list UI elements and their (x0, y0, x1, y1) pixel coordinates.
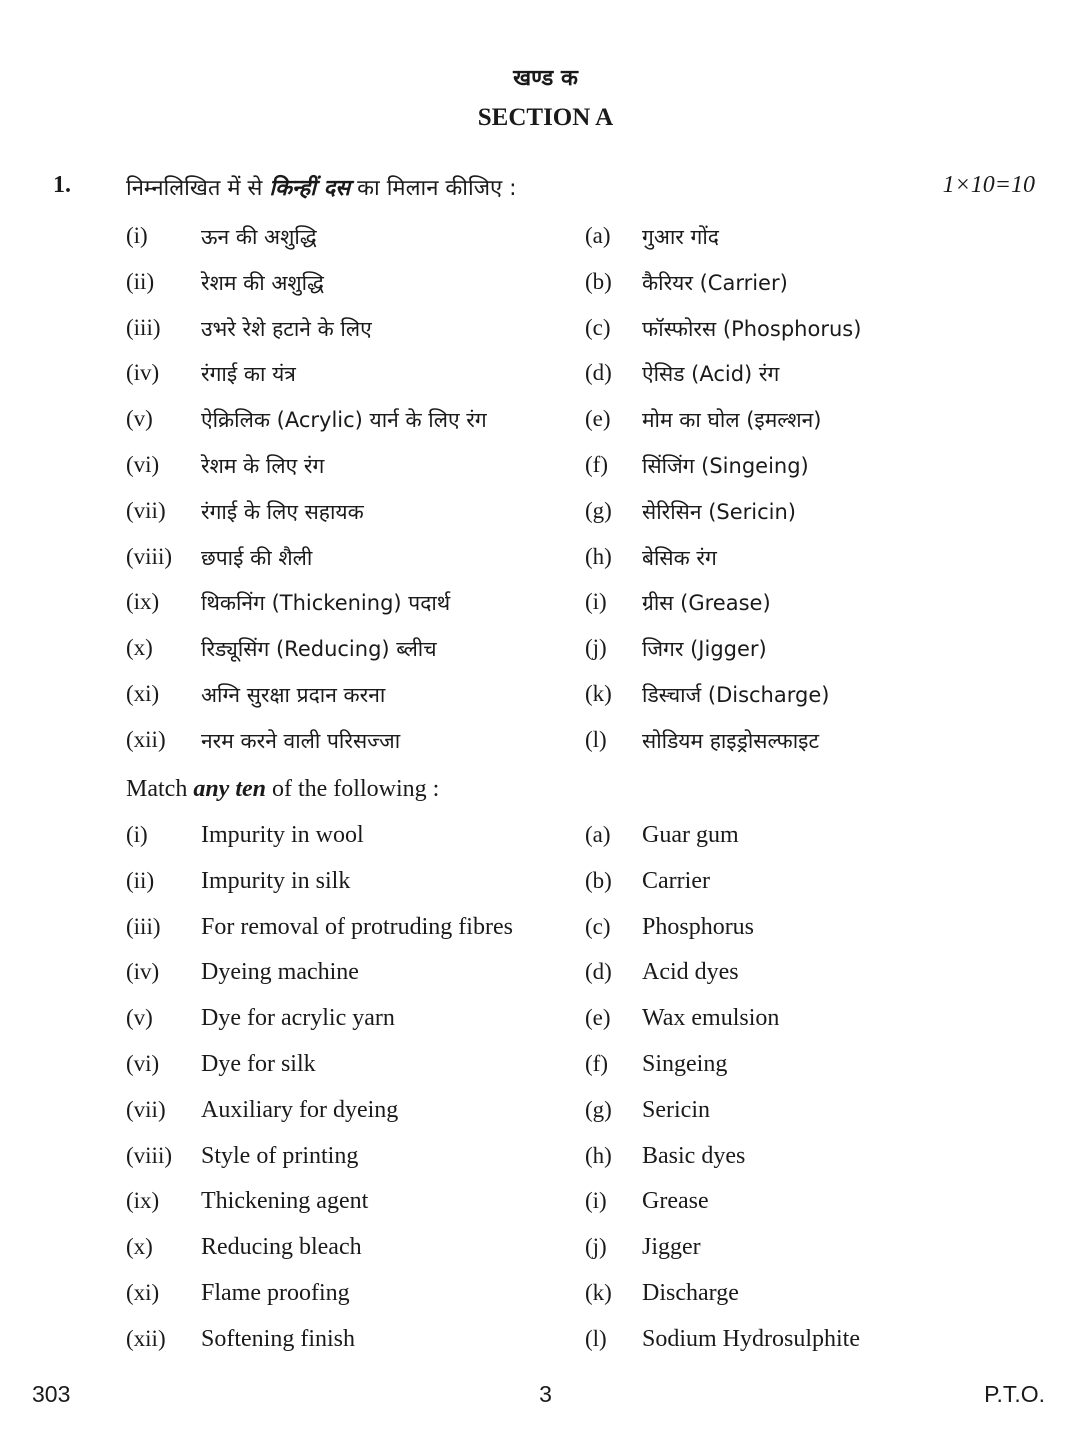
match-row (0, 822, 1091, 862)
option-text: Phosphorus (642, 913, 755, 940)
option-letter: (b) (585, 867, 612, 893)
item-text: छपाई की शैली (201, 545, 313, 570)
option-letter: (h) (585, 1142, 612, 1168)
item-text: ऐक्रिलिक (Acrylic) यार्न के लिए रंग (201, 408, 487, 433)
item-text: रिड्यूसिंग (Reducing) ब्लीच (201, 637, 437, 662)
option-letter: (d) (585, 959, 612, 985)
option-text: सेरिसिन (Sericin) (642, 499, 796, 524)
option-text: बेसिक रंग (642, 545, 717, 570)
item-number: (ii) (126, 867, 155, 893)
option-text: फॉस्फोरस (Phosphorus) (642, 316, 862, 341)
item-number: (vi) (126, 1051, 160, 1076)
item-number: (v) (126, 406, 153, 432)
instruction-hindi-emphasis: किन्हीं दस (269, 176, 351, 201)
item-text: रंगाई के लिए सहायक (201, 499, 364, 524)
item-text: Auxiliary for dyeing (201, 1096, 399, 1123)
option-text: ऐसिड (Acid) रंग (642, 362, 780, 387)
match-row (0, 223, 1091, 263)
question-number: 1. (53, 172, 71, 198)
item-number: (vi) (126, 452, 160, 477)
match-row (0, 315, 1091, 355)
item-number: (xii) (126, 726, 166, 752)
match-row (0, 1143, 1091, 1183)
item-text: रंगाई का यंत्र (201, 362, 296, 387)
item-number: (ii) (126, 268, 155, 294)
match-row (0, 868, 1091, 908)
option-letter: (g) (585, 497, 612, 523)
item-number: (iii) (126, 314, 161, 340)
match-row (0, 589, 1091, 629)
match-row (0, 1326, 1091, 1366)
option-letter: (k) (585, 1280, 612, 1305)
item-number: (vii) (126, 497, 166, 523)
item-number: (viii) (126, 543, 172, 569)
instruction-english-after: of the following : (265, 776, 440, 802)
item-text: Dyeing machine (201, 959, 359, 986)
option-letter: (c) (585, 314, 611, 340)
instruction-hindi-after: का मिलान कीजिए : (350, 176, 517, 201)
instruction-english-before: Match (126, 776, 194, 802)
item-number: (i) (126, 822, 148, 847)
item-number: (iv) (126, 360, 160, 386)
item-number: (x) (126, 635, 153, 661)
item-text: उभरे रेशे हटाने के लिए (201, 316, 372, 341)
item-text: Flame proofing (201, 1280, 350, 1306)
match-row (0, 681, 1091, 721)
option-text: Acid dyes (642, 959, 739, 986)
option-letter: (i) (585, 1188, 607, 1214)
option-text: Grease (642, 1188, 709, 1215)
section-title-hindi: खण्ड क (513, 66, 578, 91)
section-title-english: SECTION A (477, 104, 614, 131)
item-number: (xii) (126, 1325, 166, 1351)
item-text: Reducing bleach (201, 1234, 362, 1261)
option-text: Basic dyes (642, 1142, 746, 1169)
option-text: Wax emulsion (642, 1005, 780, 1032)
option-text: डिस्चार्ज (Discharge) (642, 683, 830, 707)
item-number: (viii) (126, 1142, 172, 1168)
option-letter: (e) (585, 406, 611, 432)
item-number: (ix) (126, 589, 160, 615)
item-number: (xi) (126, 1280, 160, 1305)
item-text: For removal of protruding fibres (201, 913, 513, 940)
option-text: Sericin (642, 1096, 710, 1123)
option-letter: (i) (585, 589, 607, 615)
item-text: Softening finish (201, 1325, 355, 1352)
marks-allocation: 1×10=10 (942, 172, 1035, 198)
option-letter: (j) (585, 635, 607, 661)
match-row (0, 498, 1091, 538)
option-text: Singeing (642, 1051, 728, 1077)
match-row (0, 914, 1091, 954)
match-row (0, 269, 1091, 309)
option-letter: (h) (585, 543, 612, 569)
item-text: ऊन की अशुद्धि (201, 225, 317, 249)
instruction-english-emphasis: any ten (193, 776, 266, 802)
item-number: (x) (126, 1234, 153, 1260)
option-letter: (g) (585, 1096, 612, 1122)
page-number: 3 (539, 1381, 552, 1407)
option-letter: (l) (585, 726, 607, 752)
instruction-english (126, 776, 439, 803)
option-letter: (f) (585, 1051, 608, 1076)
match-row (0, 452, 1091, 492)
option-text: गुआर गोंद (642, 225, 719, 249)
instruction-hindi-before: निम्नलिखित में से (126, 176, 270, 201)
option-letter: (f) (585, 452, 608, 477)
option-text: Carrier (642, 867, 710, 894)
match-row (0, 959, 1091, 999)
item-text: अग्नि सुरक्षा प्रदान करना (201, 683, 386, 707)
item-text: रेशम के लिए रंग (201, 454, 325, 478)
match-row (0, 1097, 1091, 1137)
option-letter: (c) (585, 913, 611, 939)
item-text: रेशम की अशुद्धि (201, 270, 324, 295)
option-text: जिगर (Jigger) (642, 637, 767, 662)
item-number: (i) (126, 223, 148, 248)
match-row (0, 1005, 1091, 1045)
item-text: Dye for acrylic yarn (201, 1005, 395, 1032)
item-number: (ix) (126, 1188, 160, 1214)
item-number: (iii) (126, 913, 161, 939)
paper-code: 303 (32, 1381, 71, 1407)
option-letter: (a) (585, 822, 611, 847)
item-text: Impurity in silk (201, 867, 351, 894)
item-text: Thickening agent (201, 1188, 369, 1215)
item-text: नरम करने वाली परिसज्जा (201, 728, 401, 753)
item-text: Impurity in wool (201, 822, 364, 848)
match-row (0, 1051, 1091, 1091)
item-text: Style of printing (201, 1142, 359, 1169)
item-number: (vii) (126, 1096, 166, 1122)
instruction-hindi (126, 172, 517, 202)
match-row (0, 1188, 1091, 1228)
option-letter: (b) (585, 268, 612, 294)
match-row (0, 635, 1091, 675)
option-text: ग्रीस (Grease) (642, 591, 771, 616)
match-row (0, 1234, 1091, 1274)
option-text: Sodium Hydrosulphite (642, 1325, 861, 1352)
option-text: सिंजिंग (Singeing) (642, 454, 809, 478)
option-letter: (j) (585, 1234, 607, 1260)
option-letter: (a) (585, 223, 611, 248)
option-letter: (e) (585, 1005, 611, 1031)
item-number: (v) (126, 1005, 153, 1031)
item-text: थिकनिंग (Thickening) पदार्थ (201, 591, 451, 616)
match-row (0, 727, 1091, 767)
option-letter: (d) (585, 360, 612, 386)
option-text: Jigger (642, 1234, 701, 1261)
option-letter: (k) (585, 681, 612, 706)
match-row (0, 360, 1091, 400)
match-row (0, 406, 1091, 446)
item-number: (xi) (126, 681, 160, 706)
option-text: Guar gum (642, 822, 739, 848)
option-text: सोडियम हाइड्रोसल्फाइट (642, 728, 820, 753)
option-letter: (l) (585, 1325, 607, 1351)
item-text: Dye for silk (201, 1051, 316, 1077)
item-number: (iv) (126, 959, 160, 985)
match-row (0, 544, 1091, 584)
option-text: Discharge (642, 1280, 739, 1306)
option-text: मोम का घोल (इमल्शन) (642, 408, 822, 433)
option-text: कैरियर (Carrier) (642, 270, 788, 295)
please-turn-over: P.T.O. (984, 1381, 1045, 1407)
match-row (0, 1280, 1091, 1320)
